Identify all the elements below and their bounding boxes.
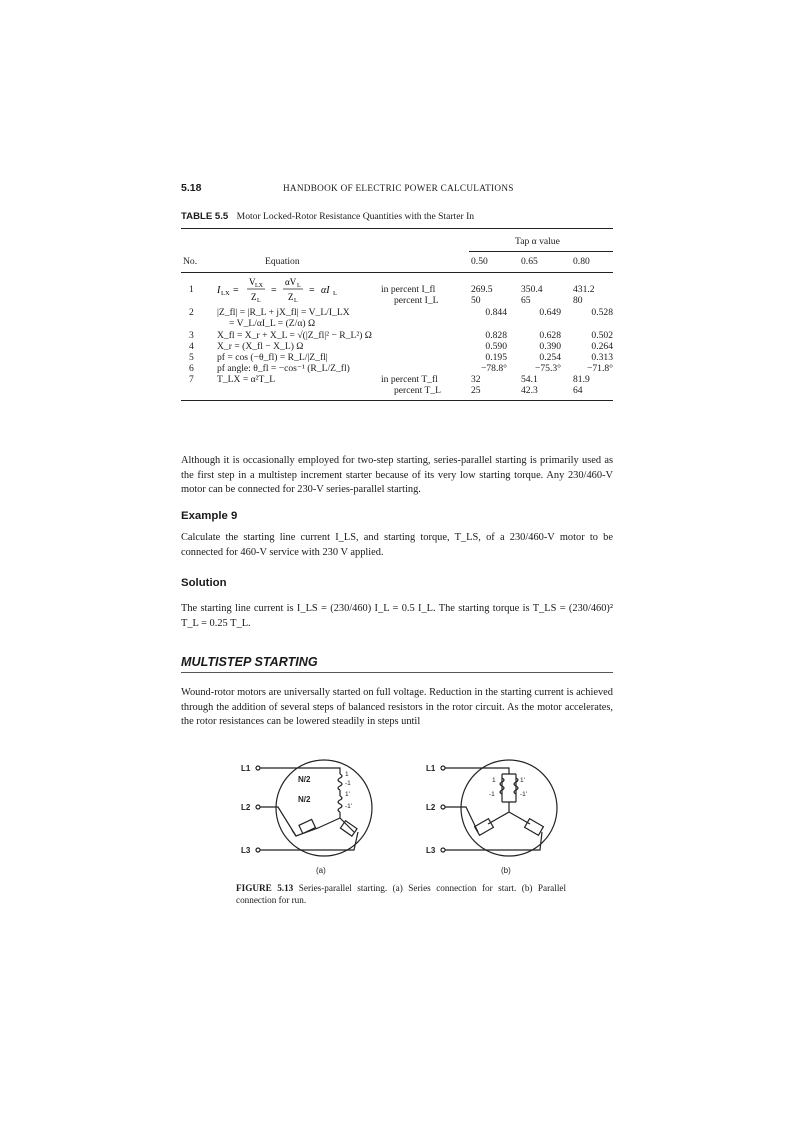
figure-diagram <box>236 752 586 882</box>
row-3-val-080: 0.502 <box>591 330 613 341</box>
svg-text:=: = <box>271 285 277 296</box>
row-7-val-a-080: 81.9 <box>573 374 590 385</box>
header-tap-050: 0.50 <box>471 256 488 267</box>
table-header-rule <box>181 272 613 273</box>
row-3-equation: X_fl = X_r + X_L = √(|Z_fl|² − R_L²) Ω <box>217 330 372 341</box>
coil-b-right <box>525 819 544 836</box>
svg-text:L: L <box>297 283 301 289</box>
terminal-a-3 <box>256 848 260 852</box>
row-2-val-050: 0.844 <box>485 307 507 318</box>
winding-label-a-6: -1' <box>345 803 353 810</box>
row-7-unit-a: in percent T_fl <box>381 374 438 385</box>
row-6-val-050: −78.8° <box>480 363 507 374</box>
winding-label-a-5: 1' <box>345 791 350 798</box>
svg-text:=: = <box>233 285 239 296</box>
row-4-no: 4 <box>189 341 194 352</box>
solution-paragraph: The starting line current is I_LS = (230/460) I_L = 0.5 I_L. The starting torque is T_LS = (230/460)² T_L = 0.25 T_L. <box>181 603 613 629</box>
section-paragraph: Wound-rotor motors are universally started on full voltage. Reduction in the starting current is achieved through the addition of several steps of balanced resistors in the rotor circuit. As the motor accelerates, the rotor resistances can be lowered steadily in steps until <box>181 687 613 728</box>
row-5-val-080: 0.313 <box>591 352 613 363</box>
svg-text:L: L <box>333 290 337 297</box>
coil-a-left <box>299 819 315 833</box>
svg-text:LX: LX <box>221 290 230 297</box>
row-1-val-b-065: 65 <box>521 295 531 306</box>
line-label-b-3: L3 <box>426 846 436 855</box>
table-label: TABLE 5.5 <box>181 211 229 222</box>
row-6-val-065: −75.3° <box>534 363 561 374</box>
row-3-val-065: 0.628 <box>539 330 561 341</box>
example-heading: Example 9 <box>181 510 238 522</box>
wire-b-1 <box>445 768 509 774</box>
terminal-b-1 <box>441 766 445 770</box>
page-number: 5.18 <box>181 182 202 194</box>
row-7-val-a-050: 32 <box>471 374 481 385</box>
row-7-val-b-050: 25 <box>471 385 481 396</box>
row-5-val-065: 0.254 <box>539 352 561 363</box>
row-3-val-050: 0.828 <box>485 330 507 341</box>
figure-caption <box>236 882 566 907</box>
winding-label-a-3: 1 <box>345 771 349 778</box>
row-7-val-b-065: 42.3 <box>521 385 538 396</box>
row-1-no: 1 <box>189 284 194 295</box>
figure-part-b <box>426 760 557 875</box>
winding-label-b-3: -1 <box>489 791 495 798</box>
intro-paragraph: Although it is occasionally employed for two-step starting, series-parallel starting is primarily used as the first step in a multistep increment starter because of its very low starting torque. Any 230/460-V motor can be connected for 230-V series-parallel starting. <box>181 455 613 496</box>
svg-text:αV: αV <box>285 277 297 287</box>
header-equation: Equation <box>265 256 300 267</box>
row-6-no: 6 <box>189 363 194 374</box>
row-7-val-a-065: 54.1 <box>521 374 538 385</box>
row-2-val-080: 0.528 <box>591 307 613 318</box>
row-1-val-a-065: 350.4 <box>521 284 543 295</box>
line-label-b-2: L2 <box>426 803 436 812</box>
row-7-equation: T_LX = α²T_L <box>217 374 276 385</box>
line-label-a-2: L2 <box>241 803 251 812</box>
row-1-equation-svg <box>217 277 357 303</box>
row-3-no: 3 <box>189 330 194 341</box>
figure-caption-label: FIGURE 5.13 <box>236 883 294 893</box>
motor-circle-a <box>276 760 372 856</box>
table-caption <box>181 211 474 222</box>
svg-text:Z: Z <box>288 292 294 302</box>
section-heading-rule <box>181 672 613 673</box>
svg-text:LX: LX <box>255 283 263 289</box>
row-1-val-b-050: 50 <box>471 295 481 306</box>
wire-b-3 <box>445 832 542 850</box>
row-2-val-065: 0.649 <box>539 307 561 318</box>
row-1-val-a-080: 431.2 <box>573 284 595 295</box>
row-2-equation-line-1: |Z_fl| = |R_L + jX_fl| = V_L/I_LX <box>217 307 350 318</box>
svg-text:V: V <box>249 277 256 287</box>
row-1-val-a-050: 269.5 <box>471 284 493 295</box>
solution-heading: Solution <box>181 577 227 589</box>
row-2-equation-line-2: = V_L/αI_L = (Z/α) Ω <box>229 318 316 329</box>
terminal-b-2 <box>441 805 445 809</box>
coil-a-right <box>340 821 357 836</box>
row-4-val-050: 0.590 <box>485 341 507 352</box>
svg-text:L: L <box>257 298 261 303</box>
winding-a-top <box>338 774 342 790</box>
row-4-equation: X_r = (X_fl − X_L) Ω <box>217 341 304 352</box>
locked-rotor-table <box>181 228 613 408</box>
table-top-rule <box>181 228 613 229</box>
row-1-unit-b: percent I_L <box>394 295 439 306</box>
figure-caption-text: Series-parallel starting. (a) Series connection for start. (b) Parallel connection for run. <box>236 883 566 906</box>
winding-label-b-4: -1' <box>520 791 528 798</box>
row-4-val-080: 0.264 <box>591 341 613 352</box>
winding-label-b-1: 1 <box>492 777 496 784</box>
svg-text:Z: Z <box>251 292 257 302</box>
winding-label-b-2: 1' <box>520 777 525 784</box>
example-paragraph: Calculate the starting line current I_LS, and starting torque, T_LS, of a 230/460-V motor to be connected for 460-V service with 230 V applied. <box>181 532 613 558</box>
terminal-b-3 <box>441 848 445 852</box>
line-label-a-1: L1 <box>241 764 251 773</box>
wire-a-1 <box>260 768 340 774</box>
coil-b-left <box>475 819 494 836</box>
table-title: Motor Locked-Rotor Resistance Quantities with the Starter In <box>236 211 475 222</box>
row-7-no: 7 <box>189 374 194 385</box>
figure-label-a: (a) <box>316 866 326 875</box>
terminal-a-2 <box>256 805 260 809</box>
svg-text:=: = <box>309 285 315 296</box>
terminal-a-1 <box>256 766 260 770</box>
tap-group-rule <box>469 251 613 252</box>
row-1-val-b-080: 80 <box>573 295 583 306</box>
line-label-b-1: L1 <box>426 764 436 773</box>
section-heading: MULTISTEP STARTING <box>181 655 318 669</box>
winding-label-a-1: N/2 <box>298 775 311 784</box>
figure-label-b: (b) <box>501 866 511 875</box>
table-bottom-rule <box>181 400 613 401</box>
wire-b-star <box>488 802 530 824</box>
wire-a-3 <box>260 832 358 850</box>
row-5-no: 5 <box>189 352 194 363</box>
svg-text:αI: αI <box>321 285 330 296</box>
row-2-no: 2 <box>189 307 194 318</box>
row-1-unit-a: in percent I_fl <box>381 284 436 295</box>
figure-5-13 <box>236 752 586 882</box>
row-6-equation: pf angle: θ_fl = −cos⁻¹ (R_L/Z_fl) <box>217 363 350 374</box>
row-6-val-080: −71.8° <box>586 363 613 374</box>
header-tap-065: 0.65 <box>521 256 538 267</box>
tap-value-header: Tap α value <box>515 236 560 247</box>
svg-text:I: I <box>217 285 221 296</box>
header-no: No. <box>183 256 198 267</box>
winding-label-a-2: N/2 <box>298 795 311 804</box>
winding-label-a-4: -1 <box>345 780 351 787</box>
row-5-val-050: 0.195 <box>485 352 507 363</box>
row-1-equation <box>217 277 357 305</box>
running-head: HANDBOOK OF ELECTRIC POWER CALCULATIONS <box>283 183 514 193</box>
figure-part-a <box>241 760 372 875</box>
winding-a-bottom <box>338 796 342 812</box>
row-5-equation: pf = cos (−θ_fl) = R_L/|Z_fl| <box>217 352 328 363</box>
header-tap-080: 0.80 <box>573 256 590 267</box>
svg-text:L: L <box>294 298 298 303</box>
row-7-val-b-080: 64 <box>573 385 583 396</box>
row-4-val-065: 0.390 <box>539 341 561 352</box>
line-label-a-3: L3 <box>241 846 251 855</box>
row-7-unit-b: percent T_L <box>394 385 441 396</box>
